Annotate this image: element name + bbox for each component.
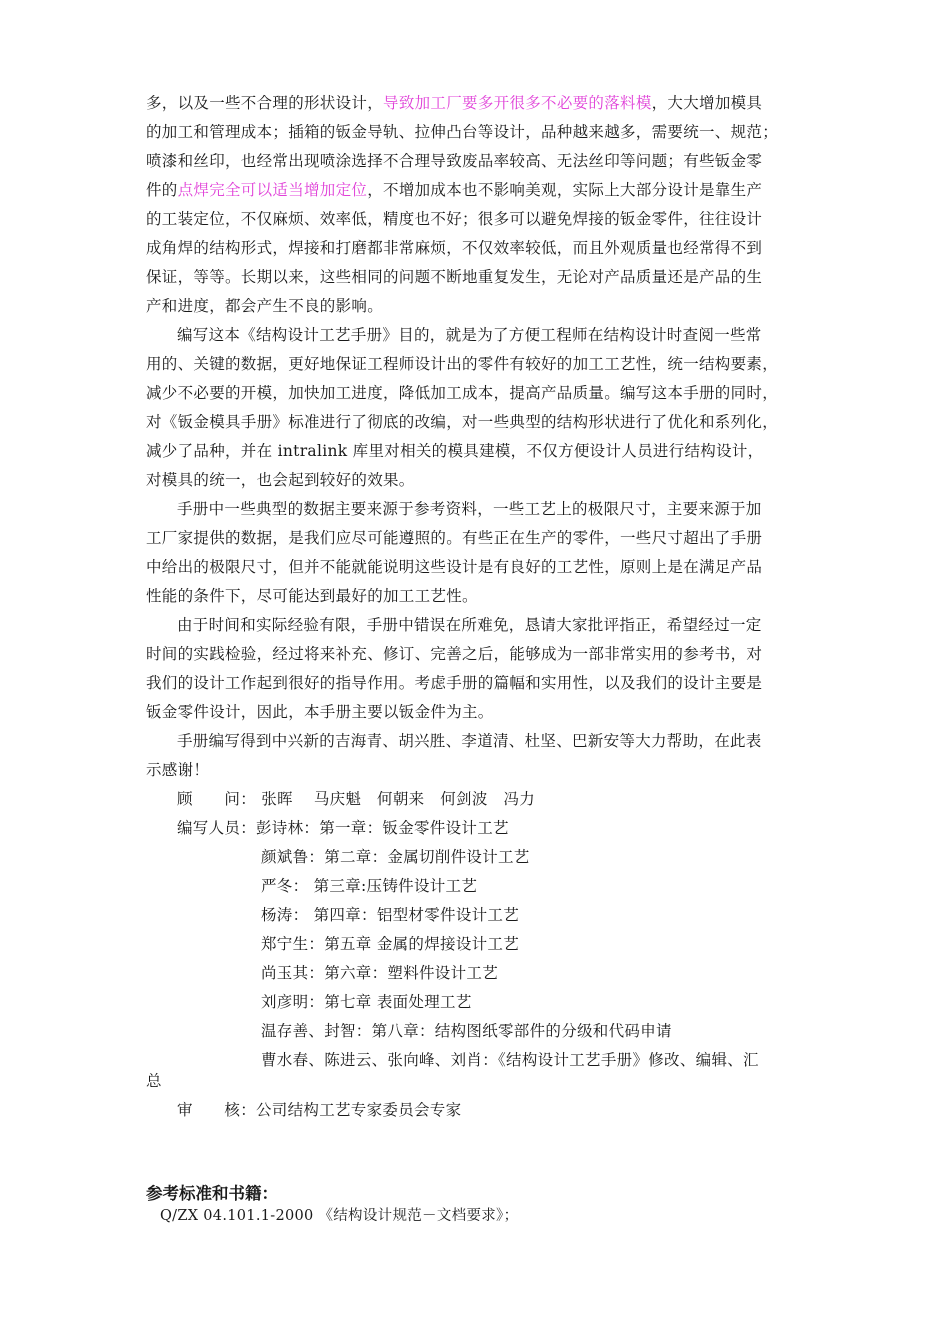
writers-line-5: 郑宁生：第五章 金属的焊接设计工艺 [261,935,520,953]
p1-line-8: 产和进度，都会产生不良的影响。 [146,297,384,315]
reference-item: Q/ZX 04.101.1-2000 《结构设计规范－文档要求》； [160,1208,519,1224]
writers-line-7: 刘彦明：第七章 表面处理工艺 [261,993,472,1011]
p1-line-4: 件的点焊完全可以适当增加定位，不增加成本也不影响美观，实际上大部分设计是靠生产 [146,181,763,199]
p1-line-7: 保证，等等。长期以来，这些相同的问题不断地重复发生，无论对产品质量还是产品的生 [146,268,763,286]
p3-line-3: 中给出的极限尺寸，但并不能就能说明这些设计是有良好的工艺性，原则上是在满足产品 [146,558,763,576]
p2-line-1: 编写这本《结构设计工艺手册》目的，就是为了方便工程师在结构设计时查阅一些常 [177,326,762,344]
p4-line-1: 由于时间和实际经验有限，手册中错误在所难免，恳请大家批评指正，希望经过一定 [177,616,762,634]
p2-line-2: 用的、关键的数据，更好地保证工程师设计出的零件有较好的加工工艺性，统一结构要素， [146,355,779,373]
references-heading: 参考标准和书籍： [146,1184,278,1203]
p2-line-5: 减少了品种，并在 intralink 库里对相关的模具建模，不仅方便设计人员进行结构设计， [146,442,764,460]
p4-line-3: 我们的设计工作起到很好的指导作用。考虑手册的篇幅和实用性，以及我们的设计主要是 [146,674,763,692]
p1-line-5: 的工装定位，不仅麻烦、效率低，精度也不好；很多可以避免焊接的钣金零件，往往设计 [146,210,763,228]
p2-line-4: 对《钣金模具手册》标准进行了彻底的改编，对一些典型的结构形状进行了优化和系列化， [146,413,779,431]
writers-line-4: 杨涛： 第四章：铝型材零件设计工艺 [261,906,520,924]
p1-line-1: 多，以及一些不合理的形状设计，导致加工厂要多开很多不必要的落料模，大大增加模具 [146,94,763,112]
p5-line-2: 示感谢！ [146,761,210,779]
writers-line-1: 编写人员：彭诗林：第一章：钣金零件设计工艺 [177,819,509,837]
advisors-line: 顾 问： 张晖 马庆魁 何朝来 何剑波 冯力 [177,790,536,808]
writers-line-8: 温存善、封智：第八章：结构图纸零部件的分级和代码申请 [261,1022,672,1040]
p4-line-2: 时间的实践检验，经过将来补充、修订、完善之后，能够成为一部非常实用的参考书，对 [146,645,763,663]
p3-line-4: 性能的条件下，尽可能达到最好的加工工艺性。 [146,587,478,605]
p1-line-2: 的加工和管理成本；插箱的钣金导轨、拉伸凸台等设计，品种越来越多，需要统一、规范； [146,123,779,141]
p5-line-1: 手册编写得到中兴新的吉海青、胡兴胜、李道清、杜坚、巴新安等大力帮助，在此表 [177,732,762,750]
writers-line-6: 尚玉其：第六章：塑料件设计工艺 [261,964,499,982]
p2-line-3: 减少不必要的开模，加快加工进度，降低加工成本，提高产品质量。编写这本手册的同时， [146,384,779,402]
p4-line-4: 钣金零件设计，因此，本手册主要以钣金件为主。 [146,703,494,721]
highlighted-text: 导致加工厂要多开很多不必要的落料模 [383,94,652,112]
writers-line-wrap: 总 [146,1072,162,1090]
writers-line-3: 严冬： 第三章:压铸件设计工艺 [261,877,478,895]
writers-line-2: 颜斌鲁：第二章：金属切削件设计工艺 [261,848,530,866]
p1-line-6: 成角焊的结构形式，焊接和打磨都非常麻烦，不仅效率较低，而且外观质量也经常得不到 [146,239,763,257]
writers-line-9: 曹水春、陈进云、张向峰、刘肖：《结构设计工艺手册》修改、编辑、汇 [261,1051,759,1069]
p1-line-3: 喷漆和丝印，也经常出现喷涂选择不合理导致废品率较高、无法丝印等问题；有些钣金零 [146,152,763,170]
highlighted-text: 点焊完全可以适当增加定位 [177,181,368,199]
p2-line-6: 对模具的统一，也会起到较好的效果。 [146,471,415,489]
p3-line-1: 手册中一些典型的数据主要来源于参考资料，一些工艺上的极限尺寸，主要来源于加 [177,500,762,518]
reviewer-line: 审 核：公司结构工艺专家委员会专家 [177,1101,462,1119]
p3-line-2: 工厂家提供的数据，是我们应尽可能遵照的。有些正在生产的零件，一些尺寸超出了手册 [146,529,763,547]
